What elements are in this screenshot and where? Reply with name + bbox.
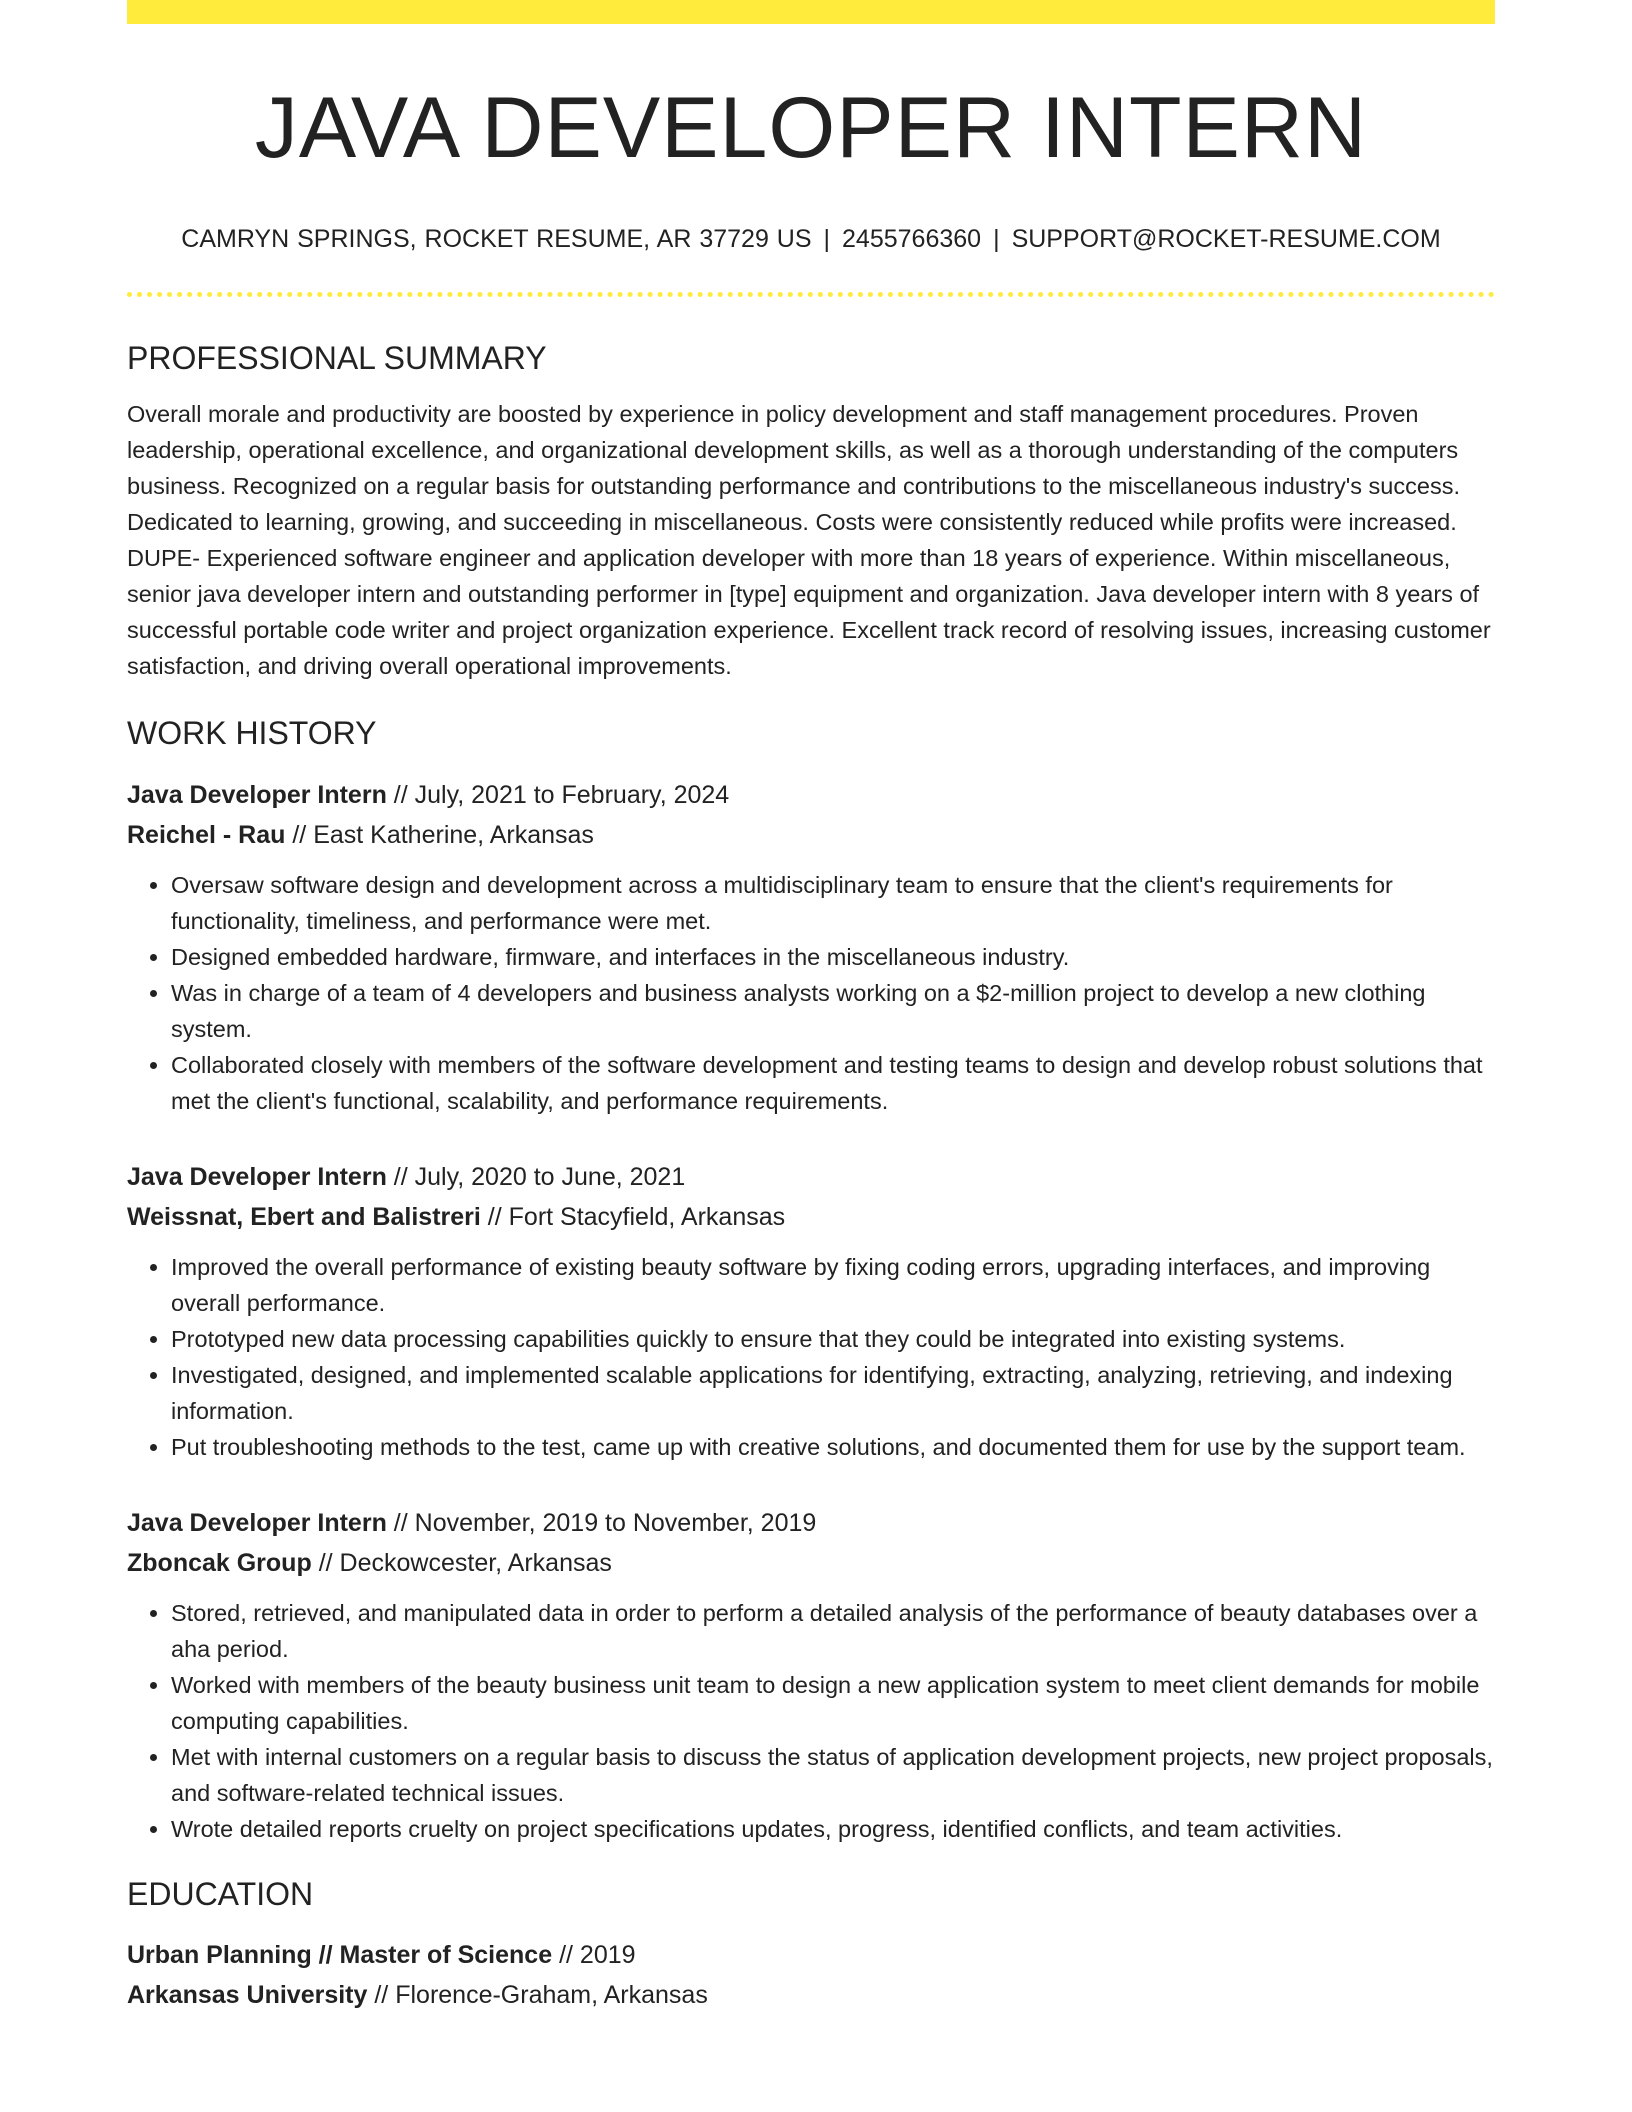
summary-text: Overall morale and productivity are boosted by experience in policy development and staff management procedures. Proven leadership, operational excellence, and organizational development skills, as well as a thorough understanding of the computers business. Recognized on a regular basis for outstanding performance and contributions to the miscellaneous industry's success. Dedicated to learning, growing, and succeeding in miscellaneous. Costs were consistently reduced while profits were increased. DUPE- Experienced software engineer and application developer with more than 18 years of experience. Within miscellaneous, senior java developer intern and outstanding performer in [type] equipment and organization. Java developer intern with 8 years of successful portable code writer and project organization experience. Excellent track record of resolving issues, increasing customer satisfaction, and driving overall operational improvements.	[127, 401, 1491, 680]
separator: //	[292, 820, 307, 849]
job-location: Deckowcester, Arkansas	[339, 1548, 612, 1577]
job-bullet: • Put troubleshooting methods to the test, came up with creative solutions, and documented them for use by the support team.	[171, 1429, 1495, 1465]
work-history-heading: WORK HISTORY	[127, 715, 377, 752]
contact-line	[127, 224, 1495, 254]
separator: //	[559, 1941, 573, 1970]
job-dates: November, 2019 to November, 2019	[414, 1508, 817, 1537]
separator: //	[374, 1981, 389, 2010]
job-bullets	[127, 1595, 1495, 1847]
separator: //	[318, 1548, 333, 1577]
education-location: Florence-Graham, Arkansas	[395, 1981, 708, 2010]
job-entry	[127, 775, 1495, 1119]
separator: //	[393, 1508, 408, 1537]
job-title-line	[127, 775, 1495, 815]
job-dates: July, 2020 to June, 2021	[414, 1162, 686, 1191]
education-degree: Urban Planning // Master of Science	[127, 1941, 553, 1970]
job-bullet: • Oversaw software design and development across a multidisciplinary team to ensure that the client's requirements for functionality, timeliness, and performance were met.	[171, 867, 1495, 939]
job-company: Weissnat, Ebert and Balistreri	[127, 1202, 481, 1231]
job-company-line	[127, 1543, 1495, 1583]
job-bullet: • Worked with members of the beauty business unit team to design a new application system to meet client demands for mobile computing capabilities.	[171, 1667, 1495, 1739]
education-school: Arkansas University	[127, 1981, 368, 2010]
job-bullet: • Stored, retrieved, and manipulated data in order to perform a detailed analysis of the performance of beauty databases over a aha period.	[171, 1595, 1495, 1667]
job-company-line	[127, 1197, 1495, 1237]
job-role: Java Developer Intern	[127, 1162, 387, 1191]
education-heading: EDUCATION	[127, 1875, 314, 1912]
job-bullet: • Prototyped new data processing capabilities quickly to ensure that they could be integrated into existing systems.	[171, 1321, 1495, 1357]
job-title-line	[127, 1157, 1495, 1197]
contact-address: CAMRYN SPRINGS, ROCKET RESUME, AR 37729 US	[181, 224, 812, 253]
job-bullet: • Collaborated closely with members of the software development and testing teams to design and develop robust solutions that met the client's functional, scalability, and performance requirements.	[171, 1047, 1495, 1119]
job-company-line	[127, 815, 1495, 855]
job-title-line	[127, 1503, 1495, 1543]
top-accent-bar	[127, 0, 1495, 24]
separator: //	[393, 1162, 408, 1191]
job-role: Java Developer Intern	[127, 1508, 387, 1537]
job-company: Reichel - Rau	[127, 820, 286, 849]
contact-separator: |	[823, 224, 831, 253]
job-bullets	[127, 867, 1495, 1119]
education-year: 2019	[579, 1941, 636, 1970]
contact-phone: 2455766360	[842, 224, 982, 253]
resume-page	[127, 0, 1495, 2015]
candidate-name: JAVA DEVELOPER INTERN	[254, 80, 1368, 176]
job-role: Java Developer Intern	[127, 780, 387, 809]
job-bullet: • Was in charge of a team of 4 developers and business analysts working on a $2-million project to develop a new clothing system.	[171, 975, 1495, 1047]
education-entry	[127, 1935, 1495, 2015]
contact-email: SUPPORT@ROCKET-RESUME.COM	[1011, 224, 1441, 253]
education-school-line	[127, 1975, 1495, 2015]
job-dates: July, 2021 to February, 2024	[414, 780, 730, 809]
job-entry	[127, 1157, 1495, 1465]
separator: //	[393, 780, 408, 809]
education-degree-line	[127, 1935, 1495, 1975]
job-entry	[127, 1503, 1495, 1847]
job-bullets	[127, 1249, 1495, 1465]
header-divider	[127, 292, 1495, 297]
job-location: Fort Stacyfield, Arkansas	[508, 1202, 786, 1231]
job-bullet: • Improved the overall performance of existing beauty software by fixing coding errors, upgrading interfaces, and improving overall performance.	[171, 1249, 1495, 1321]
job-bullet: • Investigated, designed, and implemented scalable applications for identifying, extracting, analyzing, retrieving, and indexing information.	[171, 1357, 1495, 1429]
summary-heading: PROFESSIONAL SUMMARY	[127, 339, 547, 376]
job-company: Zboncak Group	[127, 1548, 312, 1577]
job-bullet: • Wrote detailed reports cruelty on project specifications updates, progress, identified conflicts, and team activities.	[171, 1811, 1495, 1847]
job-bullet: • Met with internal customers on a regular basis to discuss the status of application development projects, new project proposals, and software-related technical issues.	[171, 1739, 1495, 1811]
job-bullet: • Designed embedded hardware, firmware, and interfaces in the miscellaneous industry.	[171, 939, 1495, 975]
contact-separator: |	[993, 224, 1000, 253]
separator: //	[487, 1202, 502, 1231]
job-location: East Katherine, Arkansas	[313, 820, 594, 849]
